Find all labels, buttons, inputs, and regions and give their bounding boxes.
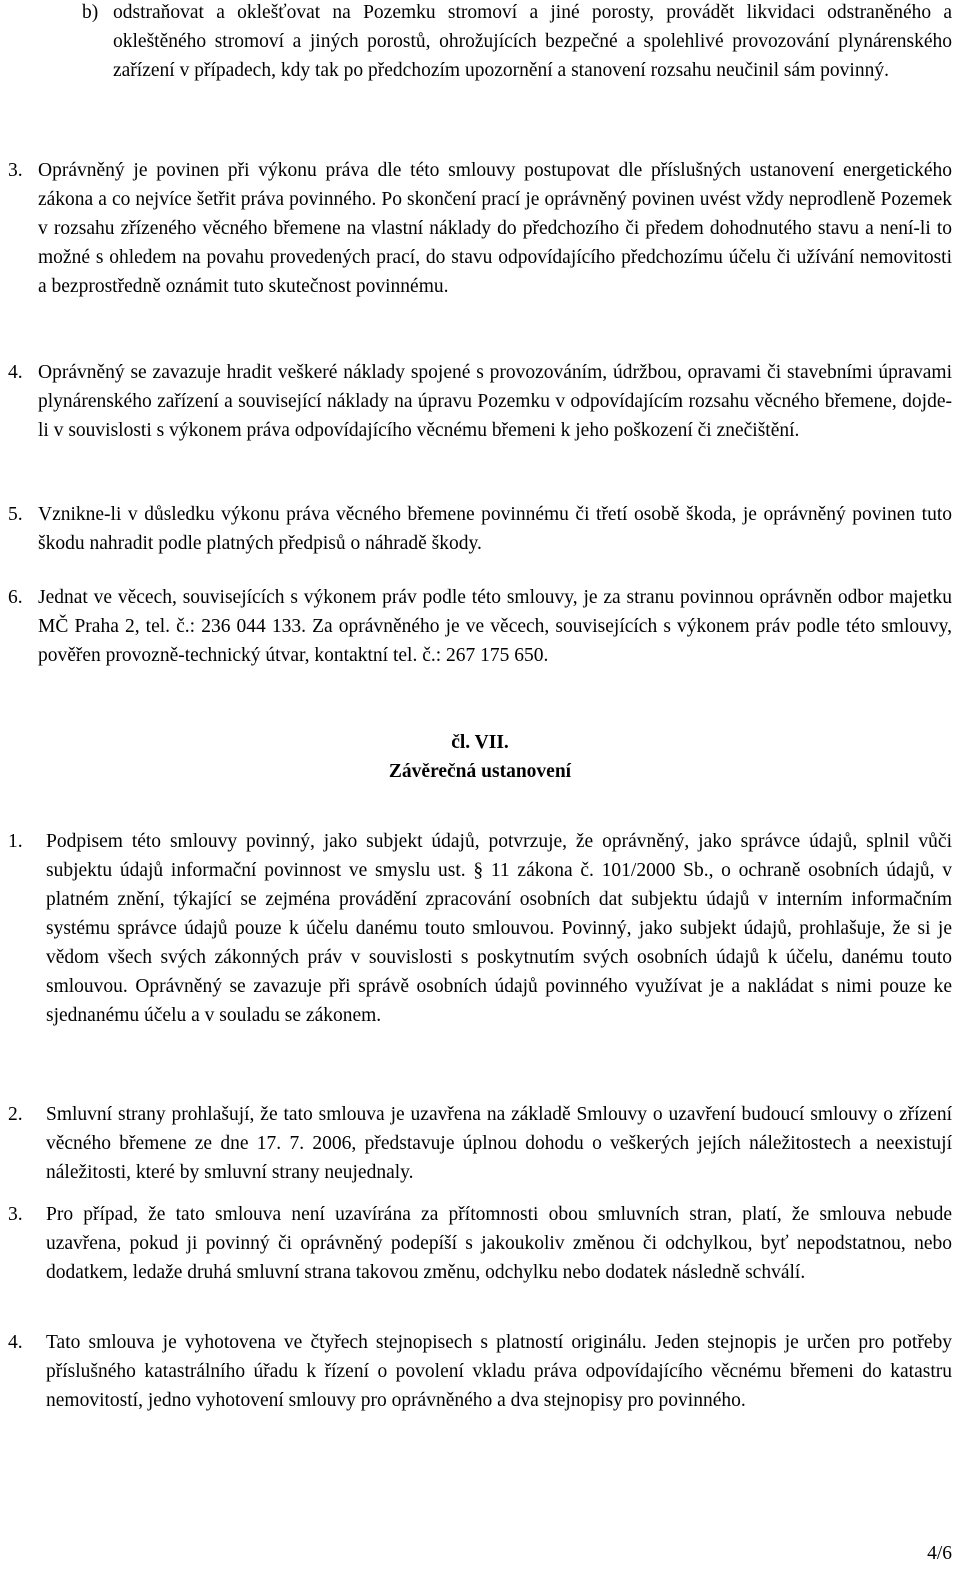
paragraph-number: 6. bbox=[8, 587, 23, 608]
item-label: b) bbox=[82, 2, 99, 23]
paragraph-text: Jednat ve věcech, souvisejících s výkonem práv podle této smlouvy, je za stranu povinnou oprávněn odbor majetku MČ Praha 2, tel. č.: 236 044 133. Za oprávněného je ve věcech, souvisejících s výkonem práv podle této smlouvy, pověřen provozně-technický útvar, kontaktní tel. č.: 267 175 650. bbox=[38, 587, 952, 666]
provision-number: 3. bbox=[8, 1204, 23, 1225]
item-text: odstraňovat a oklešťovat na Pozemku stromoví a jiné porosty, provádět likvidaci odstraněného a okleštěného stromoví a jiných porostů, ohrožujících bezpečné a spolehlivé provozování plynárenského zařízení v případech, kdy tak po předchozím upozornění a stanovení rozsahu neučinil sám povinný. bbox=[113, 2, 952, 81]
provision-text: Podpisem této smlouvy povinný, jako subjekt údajů, potvrzuje, že oprávněný, jako správce údajů, splnil vůči subjektu údajů informační povinnost ve smyslu ust. § 11 zákona č. 101/2000 Sb., o ochraně osobních údajů, v platném znění, týkající se zejména provádění zpracování osobních dat subjektu údajů v interním informačním systému správce údajů pouze k účelu danému touto smlouvou. Povinný, jako subjekt údajů, prohlašuje, že si je vědom všech svých zákonných práv v souvislosti s poskytnutím svých osobních údajů k účelu, danému touto smlouvou. Oprávněný se zavazuje při správě osobních údajů povinného využívat je a nakládat s nimi pouze ke sjednanému účelu a v souladu se zákonem. bbox=[46, 831, 952, 1026]
provision-text: Pro případ, že tato smlouva není uzavírána za přítomnosti obou smluvních stran, platí, že smlouva nebude uzavřena, pokud ji povinný či oprávněný podepíší s jakoukoliv změnou či odchylkou, byť nepodstatnou, nebo dodatkem, ledaže druhá smluvní strana takovou změnu, odchylku nebo dodatek následně schválí. bbox=[46, 1204, 952, 1283]
provision-text: Tato smlouva je vyhotovena ve čtyřech stejnopisech s platností originálu. Jeden stejnopis je určen pro potřeby příslušného katastrálního úřadu k řízení o povolení vkladu práva odpovídajícího věcnému břemeni do katastru nemovitostí, jedno vyhotovení smlouvy pro oprávněného a dva stejnopisy pro povinného. bbox=[46, 1332, 952, 1411]
provision-number: 4. bbox=[8, 1332, 23, 1353]
provision-number: 1. bbox=[8, 831, 23, 852]
paragraph-text: Vznikne-li v důsledku výkonu práva věcného břemene povinnému či třetí osobě škoda, je oprávněný povinen tuto škodu nahradit podle platných předpisů o náhradě škody. bbox=[38, 504, 952, 554]
provision-text: Smluvní strany prohlašují, že tato smlouva je uzavřena na základě Smlouvy o uzavření budoucí smlouvy o zřízení věcného břemene ze dne 17. 7. 2006, představuje úplnou dohodu o veškerých jejích náležitostech a neexistují náležitosti, které by smluvní strany neujednaly. bbox=[46, 1104, 952, 1183]
paragraph-number: 3. bbox=[8, 160, 23, 181]
provision-number: 2. bbox=[8, 1104, 23, 1125]
article-number: čl. VII. bbox=[451, 732, 509, 753]
paragraph-text: Oprávněný je povinen při výkonu práva dle této smlouvy postupovat dle příslušných ustanovení energetického zákona a co nejvíce šetřit práva povinného. Po skončení prací je oprávněný povinen uvést vždy neprodleně Pozemek v rozsahu zřízeného věcného břemene na vlastní náklady do předchozího či předem dohodnutého stavu a není-li to možné s ohledem na povahu provedených prací, do stavu odpovídajícího předchozímu účelu či užívání nemovitosti a bezprostředně oznámit tuto skutečnost povinnému. bbox=[38, 160, 952, 297]
page-number: 4/6 bbox=[927, 1543, 952, 1564]
article-title: Závěrečná ustanovení bbox=[388, 761, 572, 782]
paragraph-number: 4. bbox=[8, 362, 23, 383]
paragraph-number: 5. bbox=[8, 504, 23, 525]
paragraph-text: Oprávněný se zavazuje hradit veškeré náklady spojené s provozováním, údržbou, opravami či stavebními úpravami plynárenského zařízení a související náklady na úpravu Pozemku v odpovídajícím rozsahu věcného břemene, dojde-li v souvislosti s výkonem práva odpovídajícího věcnému břemeni k jeho poškození či znečištění. bbox=[38, 362, 952, 441]
